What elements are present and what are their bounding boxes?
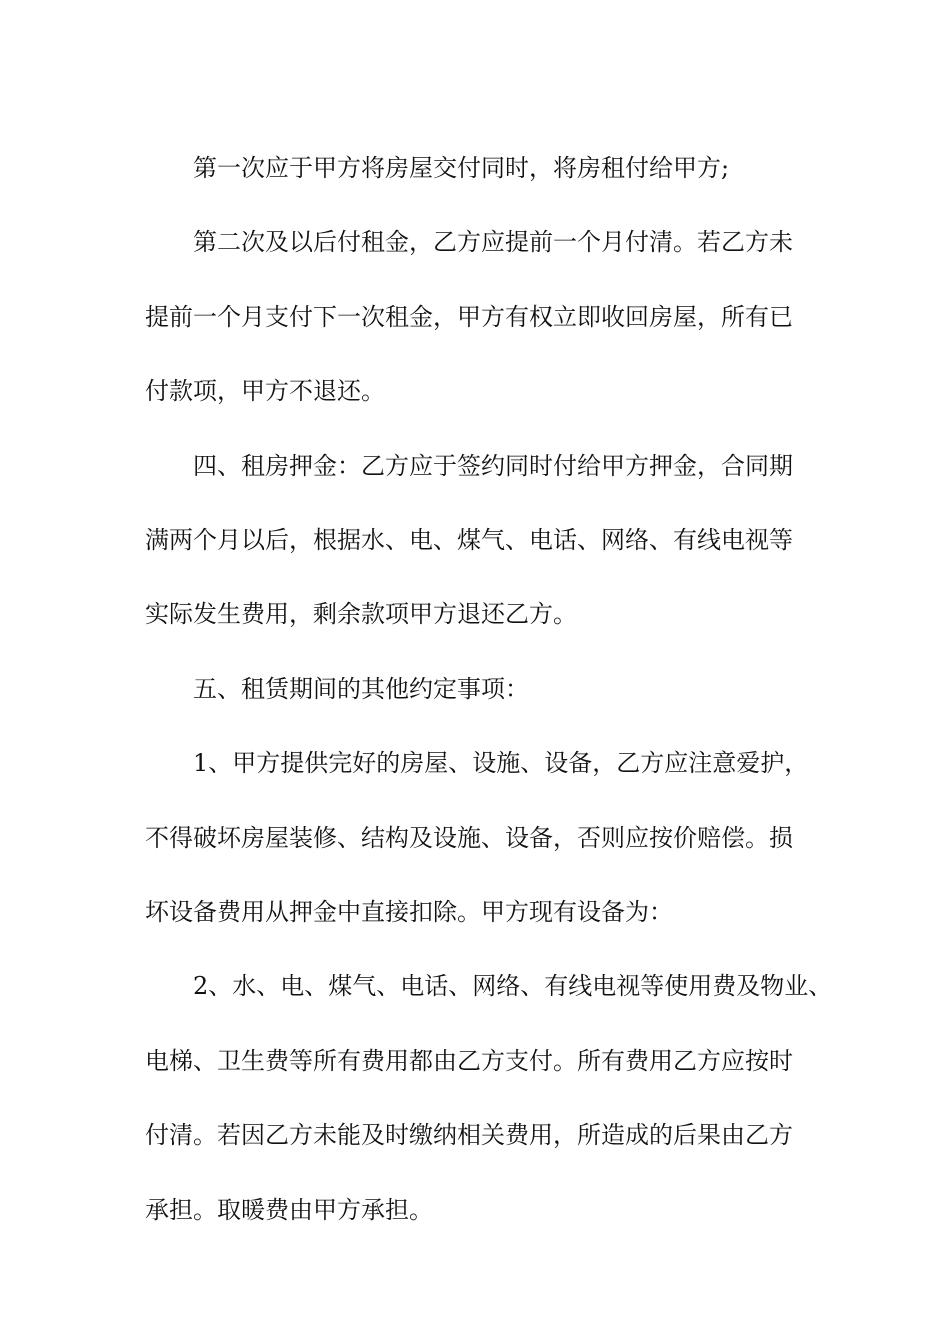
text-line: 满两个月以后，根据水、电、煤气、电话、网络、有线电视等 xyxy=(145,526,793,555)
text-line: 付清。若因乙方未能及时缴纳相关费用，所造成的后果由乙方 xyxy=(145,1121,793,1150)
paragraph-subsequent-payment xyxy=(145,205,835,428)
text-line: 承担。取暖费由甲方承担。 xyxy=(145,1195,433,1224)
text-line: 第一次应于甲方将房屋交付同时，将房租付给甲方; xyxy=(193,154,730,182)
document-body xyxy=(145,131,835,1247)
text-line: 电梯、卫生费等所有费用都由乙方支付。所有费用乙方应按时 xyxy=(145,1046,793,1075)
text-line: 五、租赁期间的其他约定事项： xyxy=(193,674,529,703)
paragraph-first-payment xyxy=(145,131,835,205)
text-line: 第二次及以后付租金，乙方应提前一个月付清。若乙方未 xyxy=(193,228,793,257)
text-line: 1、甲方提供完好的房屋、设施、设备，乙方应注意爱护， xyxy=(193,749,809,778)
text-line: 付款项，甲方不退还。 xyxy=(145,377,385,406)
text-line: 提前一个月支付下一次租金，甲方有权立即收回房屋，所有已 xyxy=(145,302,793,331)
paragraph-deposit xyxy=(145,429,835,652)
text-line: 2、水、电、煤气、电话、网络、有线电视等使用费及物业、 xyxy=(193,972,833,1001)
text-line: 坏设备费用从押金中直接扣除。甲方现有设备为： xyxy=(145,898,673,927)
section-heading-other-terms xyxy=(145,652,835,726)
paragraph-item-2 xyxy=(145,949,835,1247)
text-line: 四、租房押金：乙方应于签约同时付给甲方押金，合同期 xyxy=(193,451,793,480)
text-line: 不得破坏房屋装修、结构及设施、设备，否则应按价赔偿。损 xyxy=(145,823,793,852)
text-line: 实际发生费用，剩余款项甲方退还乙方。 xyxy=(145,600,577,629)
paragraph-item-1 xyxy=(145,726,835,949)
